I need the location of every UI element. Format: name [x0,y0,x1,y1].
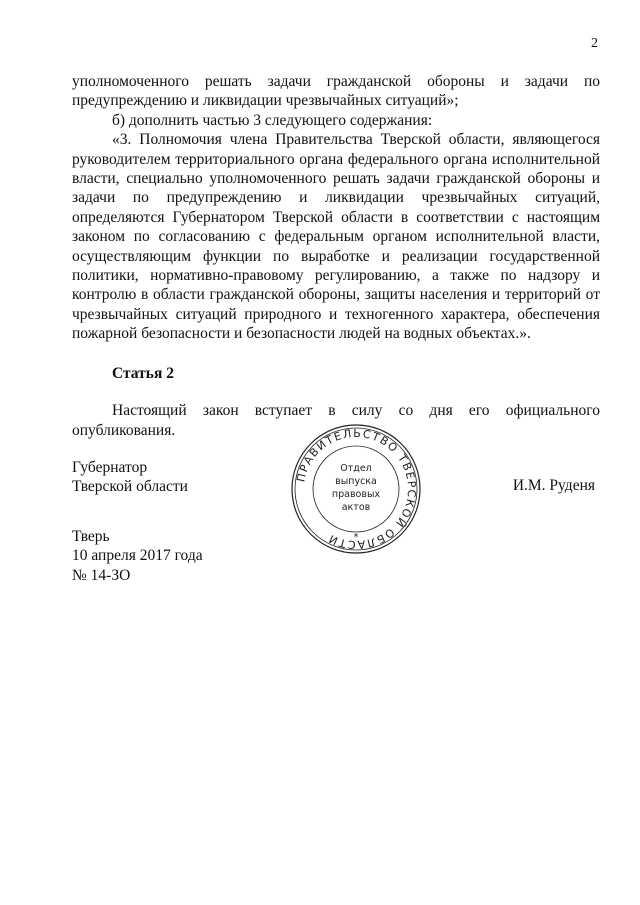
stamp-center-line3: правовых [331,489,381,500]
paragraph-continuation: уполномоченного решать задачи гражданской обороны и задачи по предупреждению и ликвидации чрезвычайных ситуаций»; [72,73,600,110]
law-number: № 14-ЗО [72,566,131,584]
stamp-ring-text: ПРАВИТЕЛЬСТВО ТВЕРСКОЙ ОБЛАСТИ [294,426,419,552]
stamp-center-line2: выпуска [335,476,377,487]
signatory-title [72,458,188,497]
law-date: 10 апреля 2017 года [72,547,203,565]
official-stamp [290,423,422,555]
document-body [72,72,600,440]
place-city: Тверь [72,528,110,545]
signatory-title-line2: Тверской области [72,478,188,496]
paragraph-part-3: «3. Полномочия члена Правительства Тверской области, являющегося руководителем территориального органа федерального органа исполнительной власти, специально уполномоченного решать задачи гражданской обороны и задачи по предупреждению и ликвидации чрезвычайных ситуаций, определяются Губернатором Тверской области в соответствии с настоящим законом по согласованию с федеральным органом исполнительной власти, осуществляющим функции по выработке и реализации государственной политики, нормативно-правовому регулированию, а также по надзору и контролю в области гражданской обороны, защиты населения и территорий от чрезвычайных ситуаций природного и техногенного характера, обеспечения пожарной безопасности и безопасности людей на водных объектах.». [72,131,600,343]
article-heading: Статья 2 [112,364,174,382]
stamp-star: * [353,532,359,543]
paragraph-amendment-b: б) дополнить частью 3 следующего содержания: [112,111,433,129]
page-number: 2 [591,36,598,51]
signatory-name: И.М. Руденя [512,477,595,494]
paragraph-effective-date: Настоящий закон вступает в силу со дня его официального опубликования. [72,402,600,439]
stamp-center-line1: Отдел [340,463,372,474]
place-and-date [72,527,203,585]
signatory-title-line1: Губернатор [72,459,148,476]
stamp-center-line4: актов [341,502,371,513]
